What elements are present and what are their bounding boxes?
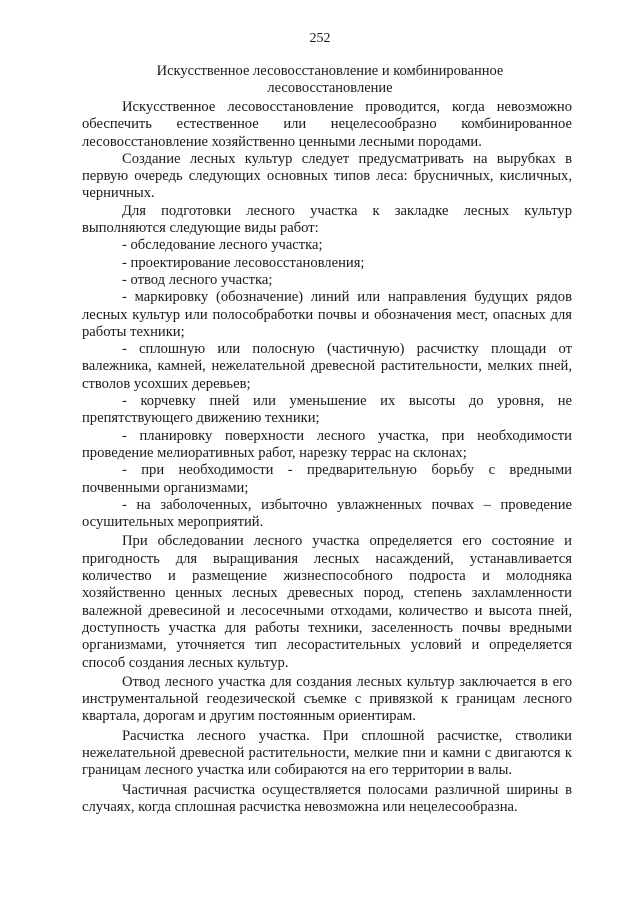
list-item: - корчевку пней или уменьшение их высоты до уровня, не препятствующего движению техники; <box>82 393 572 427</box>
list-item: - планировку поверхности лесного участка, при необходимости проведение мелиоративных работ, нарезку террас на склонах; <box>82 427 572 461</box>
list-item: - проектирование лесовосстановления; <box>122 254 365 271</box>
section-heading <box>120 63 540 97</box>
paragraph: Отвод лесного участка для создания лесных культур заключается в его инструментальной геодезической съемке с привязкой к границам лесного квартала, дорогам и другим постоянным ориентирам. <box>82 673 572 725</box>
paragraph: Искусственное лесовосстановление проводится, когда невозможно обеспечить естественное или нецелесообразно комбинированное лесовосстановление хозяйственно ценными лесными породами. <box>82 99 572 150</box>
paragraph: Для подготовки лесного участка к закладке лесных культур выполняются следующие виды работ: <box>82 202 572 237</box>
paragraph: При обследовании лесного участка определяется его состояние и пригодность для выращивания лесных насаждений, устанавливается количество и размещение жизнеспособного подроста и молодняка хозяйственно ценных лесных древесных пород, степень захламленности валежной древесиной и лесосечными отходами, количество и высота пней, доступность участка для работы техники, заселенность почвы вредными организмами, уточняется тип лесорастительных условий и определяется способ создания лесных культур. <box>82 533 572 671</box>
list-item: - обследование лесного участка; <box>122 237 323 254</box>
list-item: - при необходимости - предварительную борьбу с вредными почвенными организмами; <box>82 462 572 496</box>
list-item: - сплошную или полосную (частичную) расчистку площади от валежника, камней, нежелательной древесной растительности, мелких пней, стволов усохших деревьев; <box>82 341 572 392</box>
list-item: - на заболоченных, избыточно увлажненных почвах – проведение осушительных мероприятий. <box>82 496 572 531</box>
section-heading-line-2: лесовосстановление <box>267 80 393 96</box>
list-item: - отвод лесного участка; <box>122 271 273 288</box>
paragraph: Частичная расчистка осуществляется полосами различной ширины в случаях, когда сплошная расчистка невозможна или нецелесообразна. <box>82 781 572 815</box>
page-number: 252 <box>309 31 331 46</box>
list-item: - маркировку (обозначение) линий или направления будущих рядов лесных культур или полособработки почвы и обозначения мест, опасных для работы техники; <box>82 289 572 340</box>
paragraph: Создание лесных культур следует предусматривать на вырубках в первую очередь следующих основных типов леса: брусничных, кисличных, черничных. <box>82 150 572 202</box>
section-heading-line-1: Искусственное лесовосстановление и комбинированное <box>156 63 504 79</box>
body-text <box>82 99 572 816</box>
paragraph: Расчистка лесного участка. При сплошной расчистке, стволики нежелательной древесной растительности, мелкие пни и камни с двигаются к границам лесного участка или собираются на его территории в валы. <box>82 727 572 779</box>
